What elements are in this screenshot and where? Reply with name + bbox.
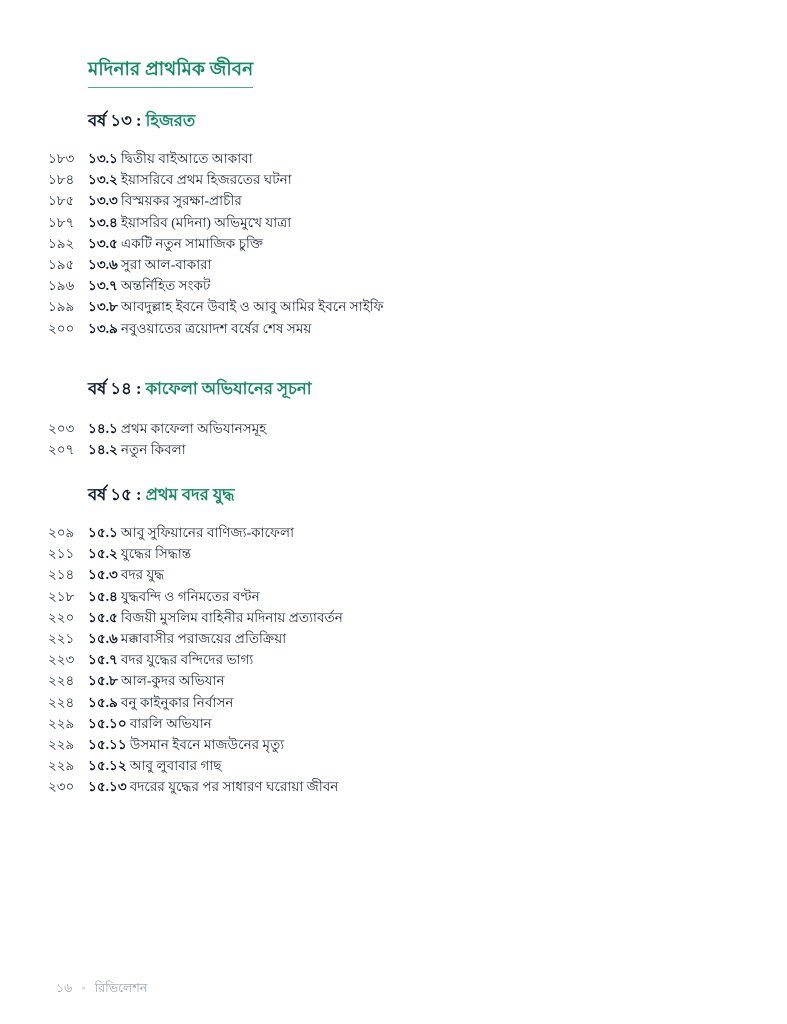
toc-entry[interactable]: [0, 148, 787, 169]
entry-page-number: ২১৪: [48, 567, 75, 583]
entry-title: ইয়াসরিবে প্রথম হিজরতের ঘটনা: [120, 172, 292, 188]
entry-body: [88, 670, 225, 691]
toc-entry[interactable]: [0, 190, 787, 211]
entry-page-number: ২২৯: [48, 758, 75, 774]
entry-page-number: ১৮৭: [48, 214, 75, 230]
toc-entry[interactable]: [0, 169, 787, 190]
entry-number: ১৩.৮: [88, 299, 118, 315]
entry-body: [88, 190, 242, 211]
entry-page-number: ২২৯: [48, 715, 75, 731]
entry-number: ১৫.১২: [88, 758, 127, 774]
entry-number: ১৩.৭: [88, 278, 118, 294]
toc-entry[interactable]: [0, 564, 787, 585]
entry-title: যুদ্ধবন্দি ও গনিমতের বণ্টন: [120, 588, 260, 604]
toc-entry[interactable]: [0, 586, 787, 607]
entry-body: [88, 628, 286, 649]
section-year-name: কাফেলা অভিযানের সূচনা: [145, 379, 312, 398]
entry-number: ১৫.৬: [88, 631, 118, 646]
entry-page-number: ১৯২: [48, 235, 75, 251]
running-head: রিভিলেশন: [94, 981, 148, 995]
entry-number: ১৪.২: [88, 442, 118, 458]
entry-number: ১৩.৯: [88, 320, 118, 336]
entry-page-number: ২০৭: [48, 442, 75, 458]
toc-entry[interactable]: [0, 670, 787, 691]
chapter-title: মদিনার প্রাথমিক জীবন: [88, 58, 253, 88]
entry-title: আবু লুবাবার গাছ: [129, 758, 222, 774]
entry-title: আবদুল্লাহ ইবনে উবাই ও আবু আমির ইবনে সাইফি: [120, 299, 384, 315]
section-heading-2: [88, 378, 312, 399]
entry-body: [88, 439, 186, 460]
entry-page-number: ২২০: [48, 609, 75, 625]
toc-entry[interactable]: [0, 628, 787, 649]
entry-page-number: ২২৯: [48, 737, 75, 752]
entry-number: ১৪.১: [88, 421, 118, 436]
entry-number: ১৩.৩: [88, 193, 118, 209]
toc-entry[interactable]: [0, 692, 787, 713]
toc-entry[interactable]: [0, 439, 787, 460]
entry-page-number: ২৩০: [48, 779, 75, 795]
section-year-label: বর্ষ ১৪ :: [88, 379, 142, 398]
entry-body: [88, 607, 343, 628]
entry-title: নতুন কিবলা: [120, 442, 186, 458]
chapter-title-container: [88, 58, 253, 88]
toc-entry[interactable]: [0, 649, 787, 670]
entry-number: ১৫.৯: [88, 694, 118, 710]
entry-page-number: ১৯৯: [48, 299, 75, 315]
entry-number: ১৩.৬: [88, 257, 118, 272]
toc-entry[interactable]: [0, 543, 787, 564]
entry-title: প্রথম কাফেলা অভিযানসমূহ: [120, 421, 267, 436]
entry-number: ১৫.৩: [88, 567, 118, 583]
toc-entry[interactable]: [0, 318, 787, 339]
entry-number: ১৫.৭: [88, 652, 118, 668]
entry-title: বদরের যুদ্ধের পর সাধারণ ঘরোয়া জীবন: [129, 779, 339, 795]
entry-title: বারলি অভিযান: [129, 715, 212, 731]
entry-page-number: ১৮৫: [48, 193, 75, 209]
entry-body: [88, 212, 291, 233]
entry-body: [88, 755, 222, 776]
entry-page-number: ১৮৩: [48, 151, 75, 166]
entry-page-number: ২০৩: [48, 421, 75, 436]
entry-number: ১৫.৪: [88, 588, 118, 604]
entry-title: একটি নতুন সামাজিক চুক্তি: [120, 235, 264, 251]
toc-entry[interactable]: [0, 776, 787, 797]
entry-title: ইয়াসরিব (মদিনা) অভিমুখে যাত্রা: [120, 214, 292, 230]
toc-entry[interactable]: [0, 755, 787, 776]
entry-body: [88, 254, 212, 275]
entry-number: ১৩.৪: [88, 214, 118, 230]
entry-number: ১৩.২: [88, 172, 118, 188]
toc-entry[interactable]: [0, 296, 787, 317]
toc-entry[interactable]: [0, 713, 787, 734]
entry-page-number: ২২৩: [48, 652, 75, 668]
entry-body: [88, 275, 210, 296]
entry-number: ১৫.২: [88, 546, 118, 562]
entry-number: ১৫.১৩: [88, 779, 127, 795]
entry-body: [88, 418, 266, 439]
entry-title: আল-কুদর অভিযান: [120, 673, 225, 689]
entry-page-number: ২২৪: [48, 694, 75, 710]
entry-page-number: ২২১: [48, 631, 75, 646]
section-year-name: প্রথম বদর যুদ্ধ: [145, 485, 235, 504]
toc-entry[interactable]: [0, 233, 787, 254]
toc-entry[interactable]: [0, 254, 787, 275]
entry-title: বনু কাইনুকার নির্বাসন: [120, 694, 234, 710]
section-year-label: বর্ষ ১৩ :: [88, 111, 142, 130]
entry-title: আবু সুফিয়ানের বাণিজ্য-কাফেলা: [120, 525, 295, 540]
entry-page-number: ২০০: [48, 320, 75, 336]
section-heading-1: [88, 110, 195, 131]
toc-entry[interactable]: [0, 418, 787, 439]
entry-number: ১৫.৮: [88, 673, 118, 689]
entry-body: [88, 776, 338, 797]
toc-entry[interactable]: [0, 734, 787, 755]
entry-title: অন্তর্নিহিত সংকট: [120, 278, 211, 294]
entry-number: ১৫.১০: [88, 715, 127, 731]
entry-body: [88, 734, 284, 755]
entry-body: [88, 148, 253, 169]
entry-page-number: ২১১: [48, 546, 75, 562]
entry-page-number: ১৯৬: [48, 278, 75, 294]
toc-entry[interactable]: [0, 522, 787, 543]
entry-page-number: ২২৪: [48, 673, 75, 689]
entry-body: [88, 713, 212, 734]
entry-body: [88, 296, 384, 317]
entry-title: বিস্ময়কর সুরক্ষা-প্রাচীর: [120, 193, 242, 209]
entry-body: [88, 169, 292, 190]
entry-number: ১৫.১১: [88, 737, 127, 752]
entry-body: [88, 318, 311, 339]
entry-title: বিজয়ী মুসলিম বাহিনীর মদিনায় প্রত্যাবর্তন: [120, 609, 343, 625]
entry-number: ১৩.৫: [88, 235, 118, 251]
entry-body: [88, 543, 191, 564]
entry-title: নবুওয়াতের ত্রয়োদশ বর্ষের শেষ সময়: [120, 320, 312, 336]
entry-body: [88, 692, 234, 713]
entry-page-number: ২০৯: [48, 525, 75, 540]
page-footer: [56, 981, 147, 996]
entry-number: ১৫.৫: [88, 609, 118, 625]
entry-body: [88, 586, 260, 607]
toc-entry[interactable]: [0, 212, 787, 233]
section-year-label: বর্ষ ১৫ :: [88, 485, 142, 504]
entry-title: দ্বিতীয় বাইআতে আকাবা: [120, 151, 253, 166]
footer-separator-icon: ∘: [81, 983, 86, 994]
entry-number: ১৩.১: [88, 151, 118, 166]
toc-entry[interactable]: [0, 607, 787, 628]
entry-page-number: ২১৮: [48, 588, 75, 604]
entry-body: [88, 564, 164, 585]
entry-title: বদর যুদ্ধের বন্দিদের ভাগ্য: [120, 652, 254, 668]
entry-body: [88, 649, 253, 670]
entry-title: যুদ্ধের সিদ্ধান্ত: [120, 546, 192, 562]
folio-number: ১৬: [56, 981, 73, 995]
entry-body: [88, 522, 294, 543]
entry-title: মক্কাবাসীর পরাজয়ের প্রতিক্রিয়া: [120, 631, 287, 646]
toc-entry[interactable]: [0, 275, 787, 296]
section-year-name: হিজরত: [145, 111, 196, 130]
section-heading-3: [88, 484, 235, 505]
entry-page-number: ১৮৪: [48, 172, 75, 188]
entry-page-number: ১৯৫: [48, 257, 75, 272]
entry-body: [88, 233, 263, 254]
entry-number: ১৫.১: [88, 525, 118, 540]
entry-title: বদর যুদ্ধ: [120, 567, 165, 583]
entry-title: উসমান ইবনে মাজউনের মৃত্যু: [129, 737, 285, 752]
entry-title: সুরা আল-বাকারা: [120, 257, 212, 272]
